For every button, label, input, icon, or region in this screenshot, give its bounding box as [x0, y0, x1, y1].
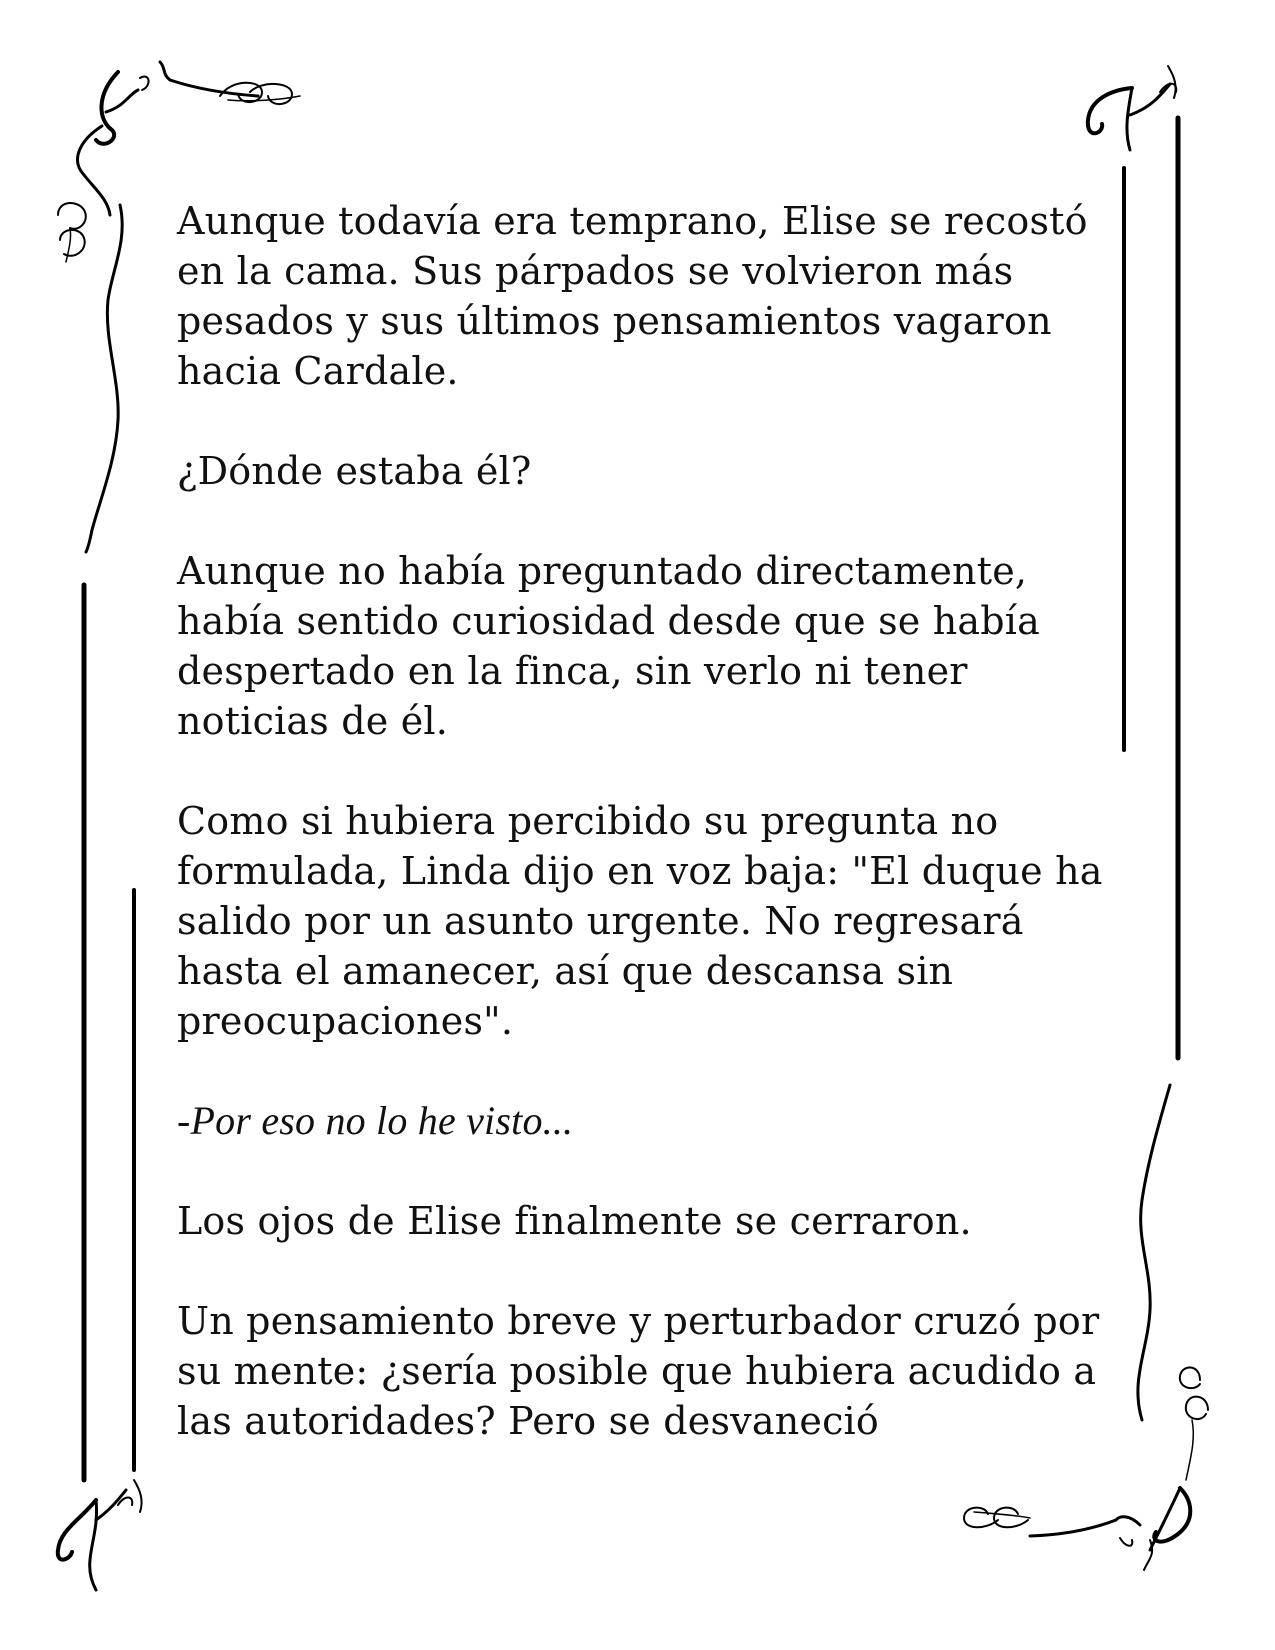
paragraph: Un pensamiento breve y perturbador cruzó por su mente: ¿sería posible que hubiera acudido a las autoridades? Pero se desvaneció [177, 1299, 1100, 1443]
paragraph: ¿Dónde estaba él? [177, 449, 532, 493]
corner-flourish-bottom-left-icon [58, 1480, 142, 1590]
document-body [177, 196, 1107, 1446]
corner-flourish-top-right-icon [1088, 66, 1176, 150]
paragraph: Aunque no había preguntado directamente, había sentido curiosidad desde que se había despertado en la finca, sin verlo ni tener noticias de él. [177, 549, 1041, 743]
paragraph: Aunque todavía era temprano, Elise se recostó en la cama. Sus párpados se volvieron más pesados y sus últimos pensamientos vagaron hacia Cardale. [177, 199, 1088, 393]
paragraph: Los ojos de Elise finalmente se cerraron. [177, 1199, 972, 1243]
paragraph-italic-thought: -Por eso no lo he visto... [177, 1098, 574, 1143]
scroll-ornament-left-icon [86, 205, 122, 552]
scroll-ornament-right-icon [1138, 1085, 1170, 1420]
paragraph: Como si hubiera percibido su pregunta no formulada, Linda dijo en voz baja: "El duque ha salido por un asunto urgente. No regresará hasta el amanecer, así que descansa sin preocupaciones". [177, 799, 1103, 1043]
